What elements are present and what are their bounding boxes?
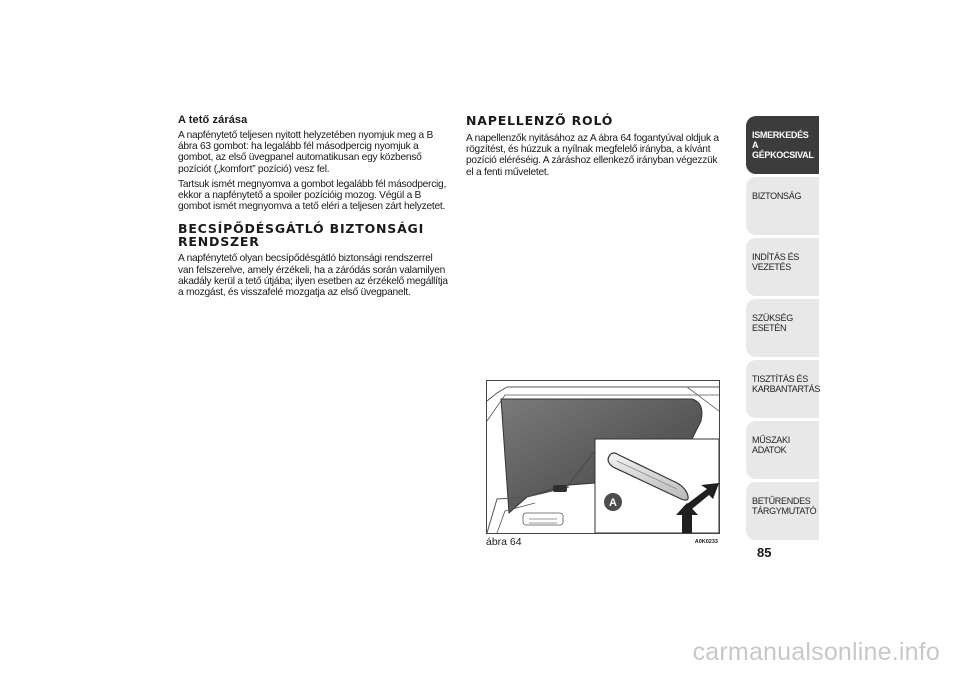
- tab-label: BETŰRENDES TÁRGYMUTATÓ: [752, 496, 817, 516]
- right-column: [466, 114, 724, 182]
- tab-label: ISMERKEDÉS A GÉPKOCSIVAL: [752, 130, 814, 160]
- tab-tisztitas[interactable]: [746, 360, 819, 418]
- paragraph: A napfénytető olyan becsípődésgátló biztonsági rendszerrel van felszerelve, amely érzékeli, ha a záródás során valamilyen akadály kerül a tető útjába; ilyen esetben az érzékelő megállítja a mozgást, és visszafelé mozgatja az első üvegpanelt.: [178, 253, 448, 299]
- tab-biztonsag[interactable]: [746, 177, 819, 235]
- page-number: 85: [757, 545, 772, 560]
- left-column: [178, 114, 450, 302]
- tab-label: INDÍTÁS ÉS VEZETÉS: [752, 252, 800, 272]
- figure-illustration: [486, 380, 720, 534]
- chapter-tabs: [746, 116, 819, 543]
- figure-64: [486, 380, 720, 548]
- tab-ismerkedes[interactable]: [746, 116, 819, 174]
- section-title-anti-pinch: BECSÍPŐDÉSGÁTLÓ BIZTONSÁGI RENDSZER: [178, 221, 425, 250]
- tab-label: TISZTÍTÁS ÉS KARBANTARTÁS: [752, 374, 821, 394]
- figure-code: A0K0233: [694, 539, 718, 545]
- tab-label: BIZTONSÁG: [752, 191, 802, 201]
- figure-caption: ábra 64: [486, 536, 522, 548]
- subheading-closing: A tető zárása: [178, 114, 248, 126]
- tab-label: MŰSZAKI ADATOK: [752, 435, 790, 455]
- tab-targymutato[interactable]: [746, 482, 819, 540]
- tab-label: SZÜKSÉG ESETÉN: [752, 313, 793, 333]
- tab-szukseg[interactable]: [746, 299, 819, 357]
- paragraph: Tartsuk ismét megnyomva a gombot legalább fél másodpercig, ekkor a napfénytető a spoiler pozícióig mozog. Végül a B gombot ismét megnyomva a tető eléri a teljesen zárt helyzetet.: [178, 178, 447, 213]
- section-title-sunblind: NAPELLENZŐ ROLÓ: [466, 113, 614, 128]
- label-a: A: [609, 497, 617, 509]
- paragraph: A napfénytető teljesen nyitott helyzetében nyomjuk meg a B ábra 63 gombot: ha legalább fél másodpercig nyomjuk a gombot, az első üvegpanel automatikusan egy közbenső pozíciót („komfort” pozíció) vesz fel.: [178, 130, 434, 175]
- tab-muszaki[interactable]: [746, 421, 819, 479]
- watermark: carmanualsonline.info: [692, 638, 940, 666]
- paragraph: A napellenzők nyitásához az A ábra 64 fogantyúval oldjuk a rögzítést, és húzzuk a nyílnak megfelelő irányba, a kívánt pozíció eléréséig. A záráshoz ellenkező irányban végezzük el a fenti műveletet.: [466, 133, 719, 178]
- tab-inditas[interactable]: [746, 238, 819, 296]
- sunblind-illustration: [487, 381, 719, 533]
